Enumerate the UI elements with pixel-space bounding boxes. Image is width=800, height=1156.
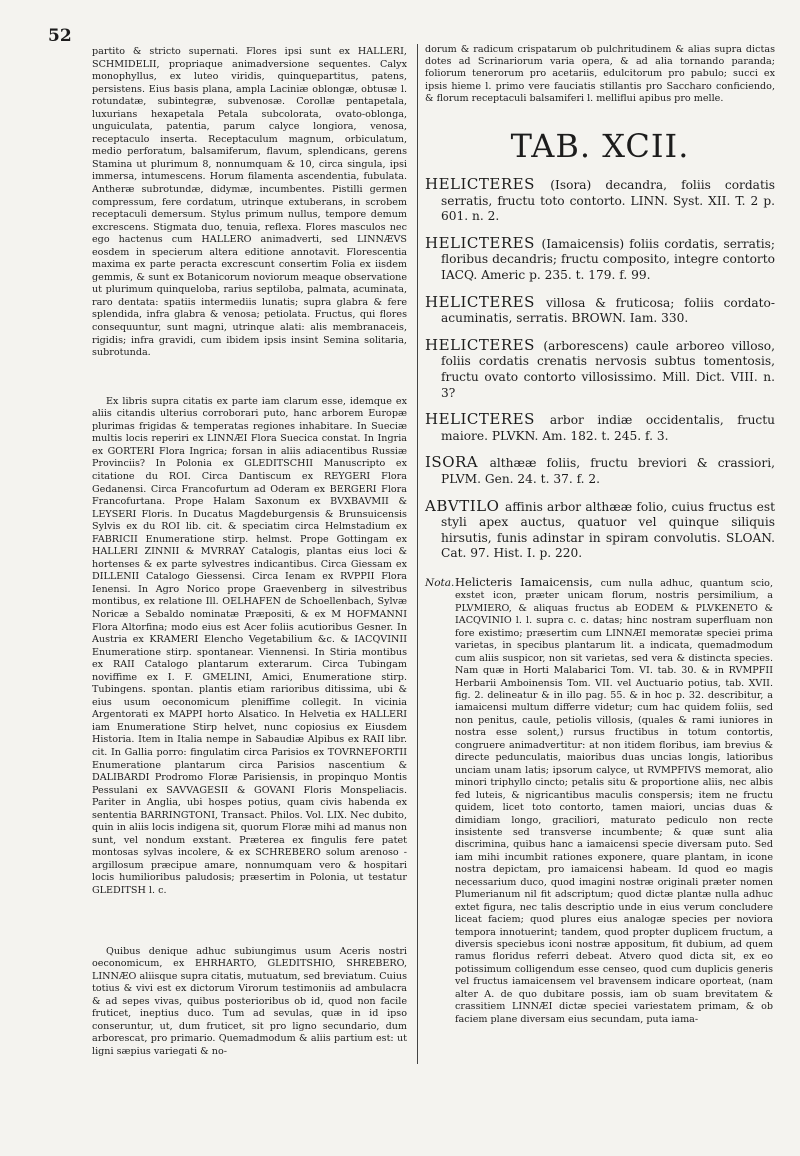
synonym-entry: [425, 335, 775, 401]
left-column: [92, 46, 407, 1058]
synonym-entry: [425, 496, 775, 562]
entry-genus: HELICTERES: [425, 410, 550, 429]
entry-text: althææ foliis, fructu breviori & crassiori, PLVM. Gen. 24. t. 37. f. 2.: [441, 456, 775, 486]
plate-title: TAB. XCII.: [510, 127, 690, 166]
synonym-entry: [425, 292, 776, 327]
page-number: 52: [48, 26, 72, 46]
nota-label: Nota.: [425, 576, 455, 589]
entry-genus: HELICTERES: [425, 175, 551, 194]
nota-text: cum nulla adhuc, quantum scio, exstet icon, præter unicam florum, nostris persimilium, a PLVMIERO, & aliquas fructus ab EODEM & PLVKENETO & IACQVINIO l. l. supra c. c. datas; hinc nostram superfluam non fore existimo; præsertim cum LINNÆI memoratæ speciei prima varietas, in specibus plantarum lit. a indicata, quemadmodum cum aliis suspicor, non sit varietas, sed vera & distincta species. Nam quæ in Horti Malabarici Tom. VI. tab. 30. & in RVMPFII Herbarii Amboinensis Tom. VII. vel Auctuario potius, tab. XVII. fig. 2. delineatur & in illo pag. 55. & in hoc p. 32. describitur, a iamaicensi multum differre videtur; cum hac quidem foliis, sed non penitus, caule, petiolis villosis, (quales & rami iuniores in nostra esse solent,) rursus fructibus in totum contortis, congruere animadvertitur: at non itidem floribus, iam brevius & directe pedunculatis, maioribus duas uncias longis, latioribus unciam unam latis; ipsorum calyce, ut RVMPFIVS memorat, alio minori triphyllo cincto; petalis situ & proportione aliis, nec albis fed luteis, & nigricantibus maculis conspersis; item ne fructu quidem, licet toto contorto, tamen maiori, uncias duas & dimidiam longo, graciliori, maturato pediculo non recte insistente sed transverse incumbente; & quæ sunt alia discrimina, quibus hanc a iamaicensi specie diversam puto. Sed iam mihi incumbit rationes exponere, quare plantam, in icone nostra depictam, pro iamaicensi habeam. Id quod eo magis necessarium duco, quod imagini nostræ originali præter nomen Plumerianum nil fit adscriptum; quod dictæ plantæ nulla adhuc extet figura, nec talis descriptio unde in eius verum concludere liceat faciem; quod plures eius analogæ species per noviora tempora innotuerint; tandem, quod propter duplicem fructum, a diversis speciebus iconi nostræ appositum, fit dubium, ad quem ramus floridus referri debeat. Atvero quod dicta sit, ex eo potissimum colligendum esse censeo, quod cum duplicis generis vel fructus iamaicensem vel bravensem indicare oporteat, (nam alter A. de quo dubitare possis, iam ob suam brevitatem & crassitiem LINNÆI dictæ speciei variestatem primam, & ob faciem plane diversam eius secundam, puta iama-: [455, 577, 773, 1025]
left-paragraph-2: Ex libris supra citatis ex parte iam clarum esse, idemque ex aliis citandis ulterius corroborari puto, hanc arborem Europæ plurimas frigidas & temperatas regiones inhabitare. In Sueciæ multis locis reperiri ex LINNÆI Flora Suecica constat. In Ingria ex GORTERI Flora Ingrica; forsan in aliis adiacentibus Russiæ Provinciis? In Polonia ex GLEDITSCHII Manuscripto ex citatione du ROI. Circa Dantiscum ex REYGERI Flora Gedanensi. Circa Francofurtum ad Oderam ex BERGERI Flora Francofurtana. Prope Halam Saxonum ex BVXBAVMII & LEYSERI Floris. In Ducatus Magdeburgensis & Brunsuicensis Sylvis ex du ROI lib. cit. & speciatim circa Helmstadium ex FABRICII Enumeratione stirp. helmst. Prope Gottingam ex HALLERI ZINNII & MVRRAY Catalogis, plantas eius loci & hortenses & ex parte sylvestres indicantibus. Circa Giessam ex DILLENII Catalogo Giessensi. Circa Ienam ex RVPPII Flora Ienensi. In Agro Norico prope Graevenberg in silvestribus montibus, ex relatione Ill. OELHAFEN de Schoellenbach, Sylvæ Noricæ a Sebaldo nominatæ Præpositi, & ex M HOFMANNI Flora Altorfina; modo eius est Acer foliis acutioribus Gesner. In Austria ex KRAMERI Elencho Vegetabilium &c. & IACQVINII Enumeratione stirp. spontanear. Viennensi. In Stiria montibus ex RAII Catalogo plantarum exterarum. Circa Tubingam noviffime ex I. F. GMELINI, Amici, Enumeratione stirp. Tubingens. spontan. plantis etiam rarioribus ditissima, ubi & eius usum oeconomicum pleniffime collegit. In vicinia Argentorati ex MAPPI horto Alsatico. In Helvetia ex HALLERI iam Enumeratione Stirp helvet, nunc copiosius ex Eiusdem Historia. Item in Italia nempe in Sabaudiæ Alpibus ex RAII libr. cit. In Gallia porro: fingulatim circa Parisios ex TOVRNEFORTII Enumeratione plantarum circa Parisios nascentium & DALIBARDI Prodromo Floræ Parisiensis, in propinquo Montis Pessulani ex SAVVAGESII & GOVANI Floris Monspeliacis. Pariter in Anglia, ubi hospes potius, quam civis habenda ex sententia BARRINGTONI, Transact. Philos. Vol. LIX. Nec dubito, quin in aliis locis indigena sit, quorum Floræ mihi ad manus non sunt, vel nondum exstant. Præterea ex fingulis fere patet montosas sylvas incolere, & ex SCHREBERO solum arenoso - argillosum præcipue amare, nonnumquam vero & hospitari locis humilioribus paludosis; præsertim in Polonia, ut testatur GLEDITSH l. c.: [92, 395, 407, 896]
entry-genus: ISORA: [425, 453, 490, 472]
left-paragraph-3: Quibus denique adhuc subiungimus usum Aceris nostri oeconomicum, ex EHRHARTO, GLEDITSHIO, SHREBERO, LINNÆO aliisque supra citatis, mutuatum, sed breviatum. Cuius totius & vivi est ex dictorum Virorum testimoniis ad ambulacra & ad sepes vivas, quibus posterioribus ob id, quod non facile fruticet, ineptius duco. Tum ad sevulas, quæ in id ipso conseruntur, ut, dum fruticet, sit pro ligno secundario, dum arborescat, pro primario. Quemadmodum & aliis partium est: ut ligni sæpius variegati & no-: [92, 945, 407, 1057]
synonym-entry: [425, 233, 775, 284]
left-paragraph-1: partito & stricto supernati. Flores ipsi sunt ex HALLERI, SCHMIDELII, propriaque animadversione sequentes. Calyx monophyllus, ex luteo viridis, quinquepartitus, patens, persistens. Eius basis plana, ampla Laciniæ oblongæ, obtusæ l. rotundatæ, subintegræ, subvenosæ. Corollæ pentapetala, luxurians hexapetala Petala subcolorata, ovato-oblonga, unguiculata, patentia, parum calyce longiora, venosa, receptaculo inserta. Receptaculum magnum, orbiculatum, medio perforatum, balsamiferum, flavum, splendicans, gerens Stamina ut plurimum 8, nonnumquam & 10, circa singula, ipsi immersa, intumescens. Horum filamenta ascendentia, fubulata. Antheræ subrotundæ, didymæ, incumbentes. Pistilli germen compressum, fere cordatum, utrinque extuberans, in scrobem receptaculi demersum. Stylus primum nullus, tempore demum excrescens. Stigmata duo, tenuia, reflexa. Flores masculos nec ego hactenus cum HALLERO animadverti, sed LINNÆVS eosdem in specierum altera editione annotavit. Florescentia maxima ex parte peracta excrescunt consertim Folia ex iisdem gemmis, & sunt ex Botanicorum noviorum meaque observatione ut plurimum quinqueloba, rarius septiloba, palmata, acuminata, raro dentata: spatiis intermediis lunatis; supra glabra & fere splendida, infra glabra & venosa; petiolata. Fructus, qui flores consequuntur, sunt magni, utrinque alati: alis membranaceis, rigidis; infra gravidi, cum ibidem ipsis insint Semina solitaria, subrotunda.: [92, 46, 407, 359]
entry-text: (Isora) decandra, foliis cordatis serratis, fructu toto contorto. LINN. Syst. XII. T. 2 p. 601. n. 2.: [441, 178, 775, 224]
entry-text: (Iamaicensis) foliis cordatis, serratis; floribus decandris; fructu composito, integre contorto IACQ. Americ p. 235. t. 179. f. 99.: [441, 236, 775, 282]
entry-genus: HELICTERES: [425, 335, 544, 354]
synonym-entry: [425, 455, 775, 487]
entry-genus: HELICTERES: [425, 233, 542, 252]
synonym-entry: [425, 412, 775, 444]
entry-text: (arborescens) caule arboreo villoso, foliis cordatis crenatis nervosis subtus tomentosis, fructu ovato contorto villosissimo. Mill. Dict. VIII. n. 3?: [441, 338, 775, 400]
nota-section: [425, 576, 775, 1026]
nota-body: [455, 576, 773, 1026]
synonym-entry: [425, 177, 775, 225]
right-column: [425, 44, 775, 1026]
right-continuation: dorum & radicum crispatarum ob pulchritudinem & alias supra dictas dotes ad Scrinariorum varia opera, & ad alia tornando paranda; foliorum tenerorum pro acetariis, edulcitorum pro pabulo; succi ex ipsis hieme l. primo vere fauciatis stillantis pro Saccharo conficiendo, & florum receptaculi balsamiferi l. melliflui apibus pro melle.: [425, 44, 775, 104]
entry-genus: HELICTERES: [425, 292, 546, 311]
entry-text: arbor indiæ occidentalis, fructu maiore. PLVKN. Am. 182. t. 245. f. 3.: [441, 413, 775, 443]
column-divider: [417, 44, 418, 1064]
entry-genus: ABVTILO: [425, 496, 505, 515]
nota-head: Helicteris Iamaicensis,: [455, 574, 601, 589]
entry-text: villosa & fruticosa; foliis cordato-acuminatis, serratis. BROWN. Iam. 330.: [441, 295, 776, 326]
entry-text: affinis arbor althææ folio, cuius fructus est styli apex auctus, quatuor vel quinque siliquis hirsutis, funis adinstar in spiram convolutis. SLOAN. Cat. 97. Hist. I. p. 220.: [441, 499, 775, 561]
